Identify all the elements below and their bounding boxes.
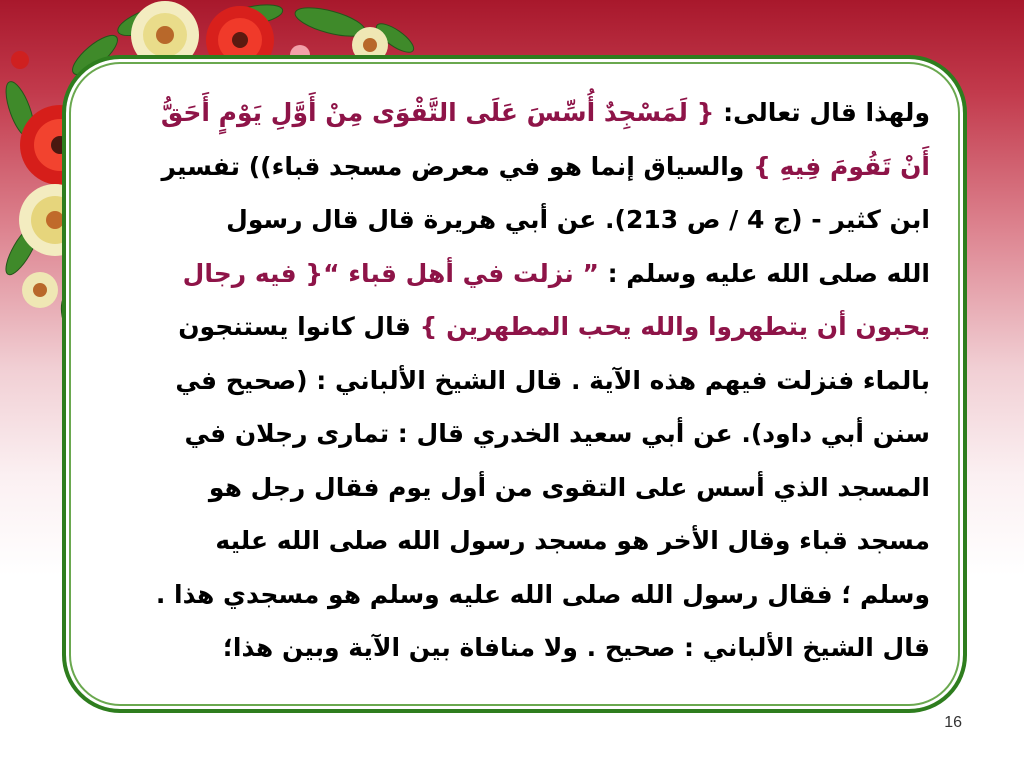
- text-segment: مسجد قباء وقال الأخر هو مسجد رسول الله صلى الله عليه: [215, 526, 930, 555]
- text-segment: قال الشيخ الألباني : صحيح . ولا منافاة بين الآية وبين هذا؛: [222, 633, 930, 662]
- body-text: [118, 86, 930, 675]
- text-segment: ابن كثير - (ج 4 / ص 213). عن أبي هريرة قال قال رسول: [226, 205, 930, 234]
- text-line: [118, 514, 930, 568]
- text-segment: سنن أبي داود). عن أبي سعيد الخدري قال : تمارى رجلان في: [184, 419, 930, 448]
- quote-segment: يحبون أن يتطهروا والله يحب المطهرين }: [419, 312, 930, 341]
- text-line: [118, 193, 930, 247]
- quote-segment: { لَمَسْجِدٌ أُسِّسَ عَلَى التَّقْوَى مِنْ أَوَّلِ يَوْمٍ أَحَقُّ: [160, 98, 715, 127]
- slide-number: 16: [944, 714, 962, 731]
- text-segment: وسلم ؛ فقال رسول الله صلى الله عليه وسلم هو مسجدي هذا .: [155, 579, 930, 609]
- quote-segment: ” نزلت في أهل قباء “{ فيه رجال: [182, 258, 599, 288]
- text-line: [118, 354, 930, 408]
- text-line: [118, 568, 930, 622]
- text-segment: المسجد الذي أسس على التقوى من أول يوم فقال رجل هو: [208, 472, 930, 502]
- text-line: [118, 461, 930, 515]
- text-segment: بالماء فنزلت فيهم هذه الآية . قال الشيخ الألباني : (صحيح في: [175, 365, 930, 395]
- text-line: [118, 300, 930, 354]
- text-line: [118, 247, 930, 301]
- text-segment: والسياق إنما هو في معرض مسجد قباء)) تفسير: [161, 151, 754, 181]
- text-segment: قال كانوا يستنجون: [178, 312, 420, 341]
- text-segment: الله صلى الله عليه وسلم :: [598, 258, 930, 288]
- text-line: [118, 621, 930, 675]
- text-segment: ولهذا قال تعالى:: [714, 98, 930, 127]
- quote-segment: أَنْ تَقُومَ فِيهِ }: [753, 151, 930, 181]
- text-line: [118, 86, 930, 140]
- text-line: [118, 407, 930, 461]
- text-line: [118, 140, 930, 194]
